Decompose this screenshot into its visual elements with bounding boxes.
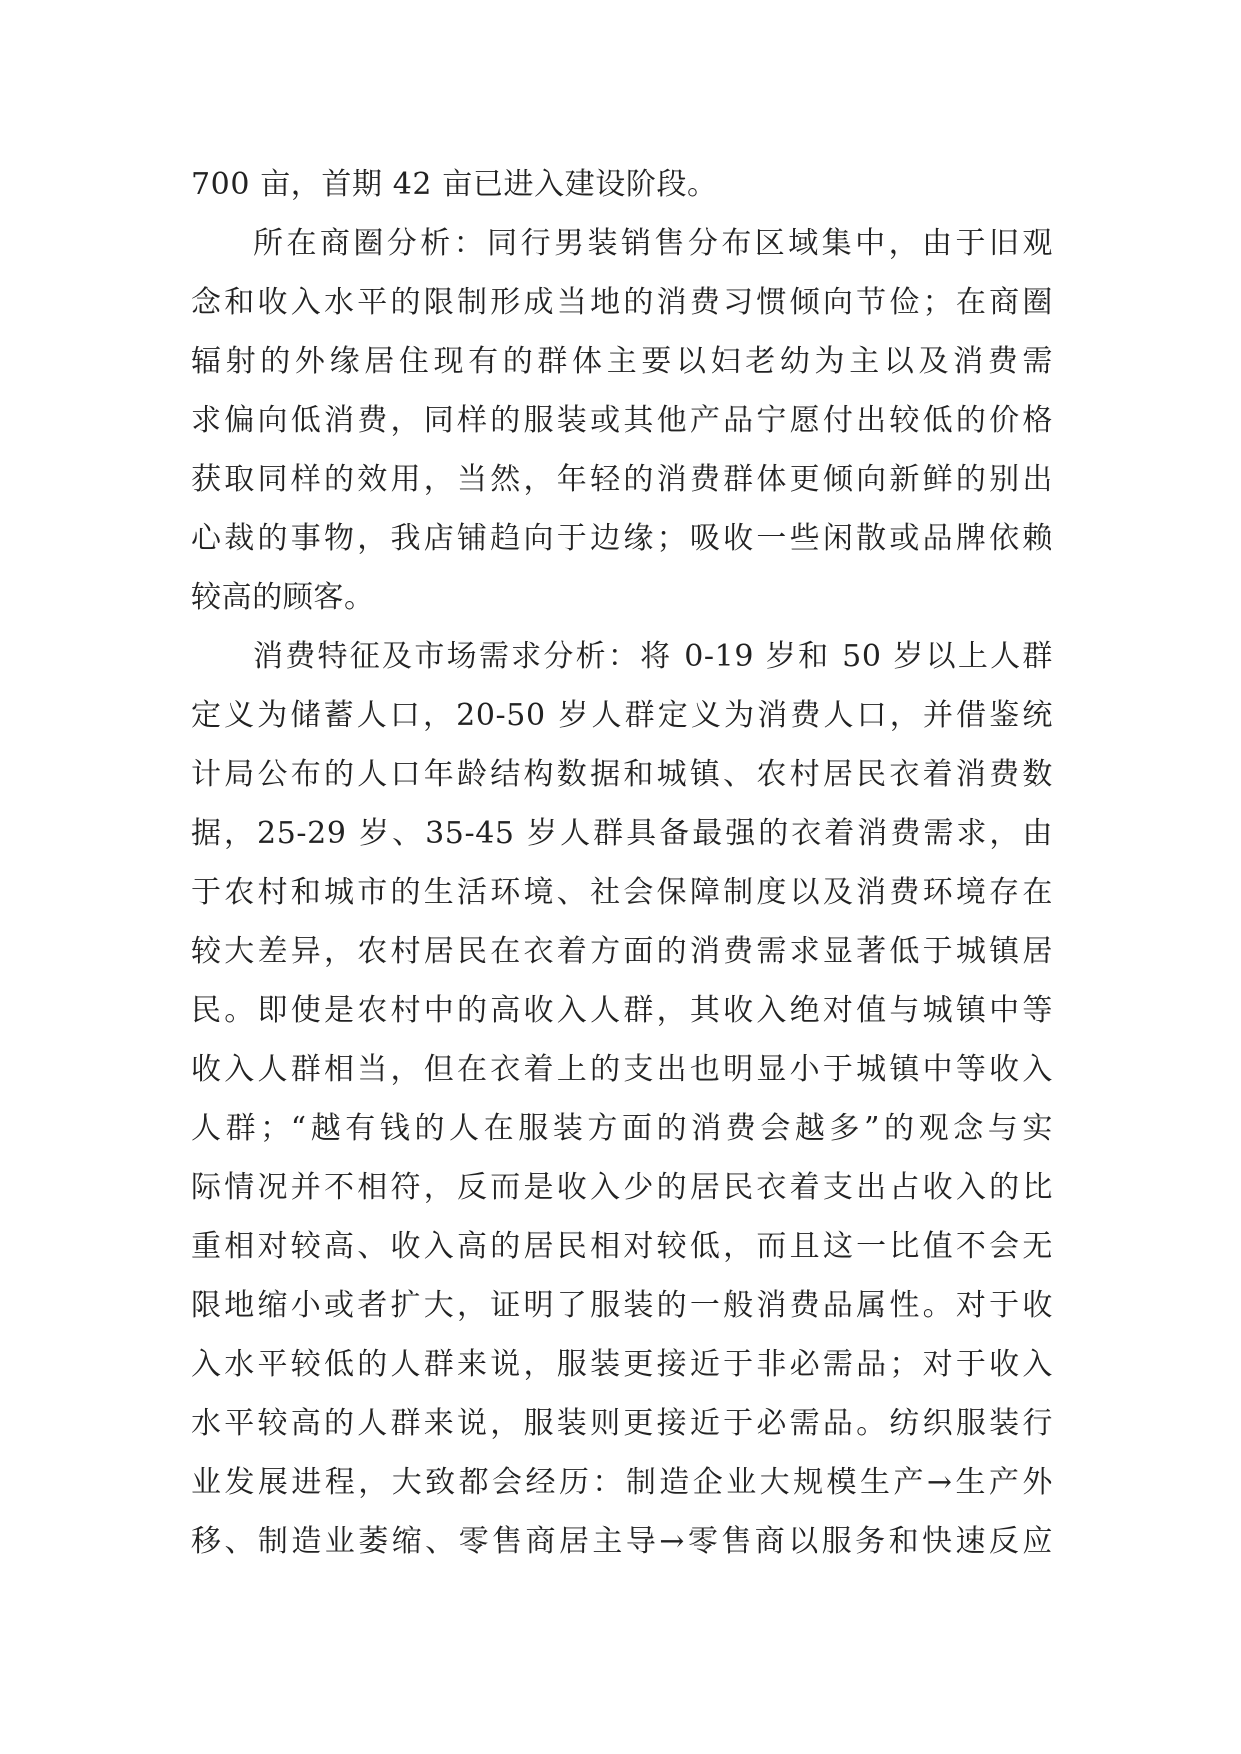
text-line: 人群；“越有钱的人在服装方面的消费会越多”的观念与实 [191,1111,1053,1146]
paragraph-start-line: 所在商圈分析：同行男装销售分布区域集中，由于旧观 [253,226,1053,261]
text-line: 重相对较高、收入高的居民相对较低，而且这一比值不会无 [191,1229,1053,1264]
text-line: 计局公布的人口年龄结构数据和城镇、农村居民衣着消费数 [191,757,1053,792]
text-line: 求偏向低消费，同样的服装或其他产品宁愿付出较低的价格 [191,403,1053,438]
text-line: 收入人群相当，但在衣着上的支出也明显小于城镇中等收入 [191,1052,1053,1087]
text-line: 辐射的外缘居住现有的群体主要以妇老幼为主以及消费需 [191,344,1053,379]
text-line: 移、制造业萎缩、零售商居主导→零售商以服务和快速反应 [191,1524,1053,1559]
text-line: 水平较高的人群来说，服装则更接近于必需品。纺织服装行 [191,1406,1053,1441]
text-line: 业发展进程，大致都会经历：制造企业大规模生产→生产外 [191,1465,1053,1500]
body-text [191,155,1053,1571]
text-line: 限地缩小或者扩大，证明了服装的一般消费品属性。对于收 [191,1288,1053,1323]
text-line: 于农村和城市的生活环境、社会保障制度以及消费环境存在 [191,875,1053,910]
text-line: 际情况并不相符，反而是收入少的居民衣着支出占收入的比 [191,1170,1053,1205]
text-line: 较高的顾客。 [191,580,375,615]
paragraph-start-line: 消费特征及市场需求分析：将 0-19 岁和 50 岁以上人群 [253,639,1053,674]
text-line: 700 亩，首期 42 亩已进入建设阶段。 [191,167,718,202]
text-line: 念和收入水平的限制形成当地的消费习惯倾向节俭；在商圈 [191,285,1053,320]
text-line: 入水平较低的人群来说，服装更接近于非必需品；对于收入 [191,1347,1053,1382]
text-line: 较大差异，农村居民在衣着方面的消费需求显著低于城镇居 [191,934,1053,969]
text-line: 据，25-29 岁、35-45 岁人群具备最强的衣着消费需求，由 [191,816,1053,851]
text-line: 定义为储蓄人口，20-50 岁人群定义为消费人口，并借鉴统 [191,698,1053,733]
text-line: 民。即使是农村中的高收入人群，其收入绝对值与城镇中等 [191,993,1053,1028]
text-line: 心裁的事物，我店铺趋向于边缘；吸收一些闲散或品牌依赖 [191,521,1053,556]
text-line: 获取同样的效用，当然，年轻的消费群体更倾向新鲜的别出 [191,462,1053,497]
